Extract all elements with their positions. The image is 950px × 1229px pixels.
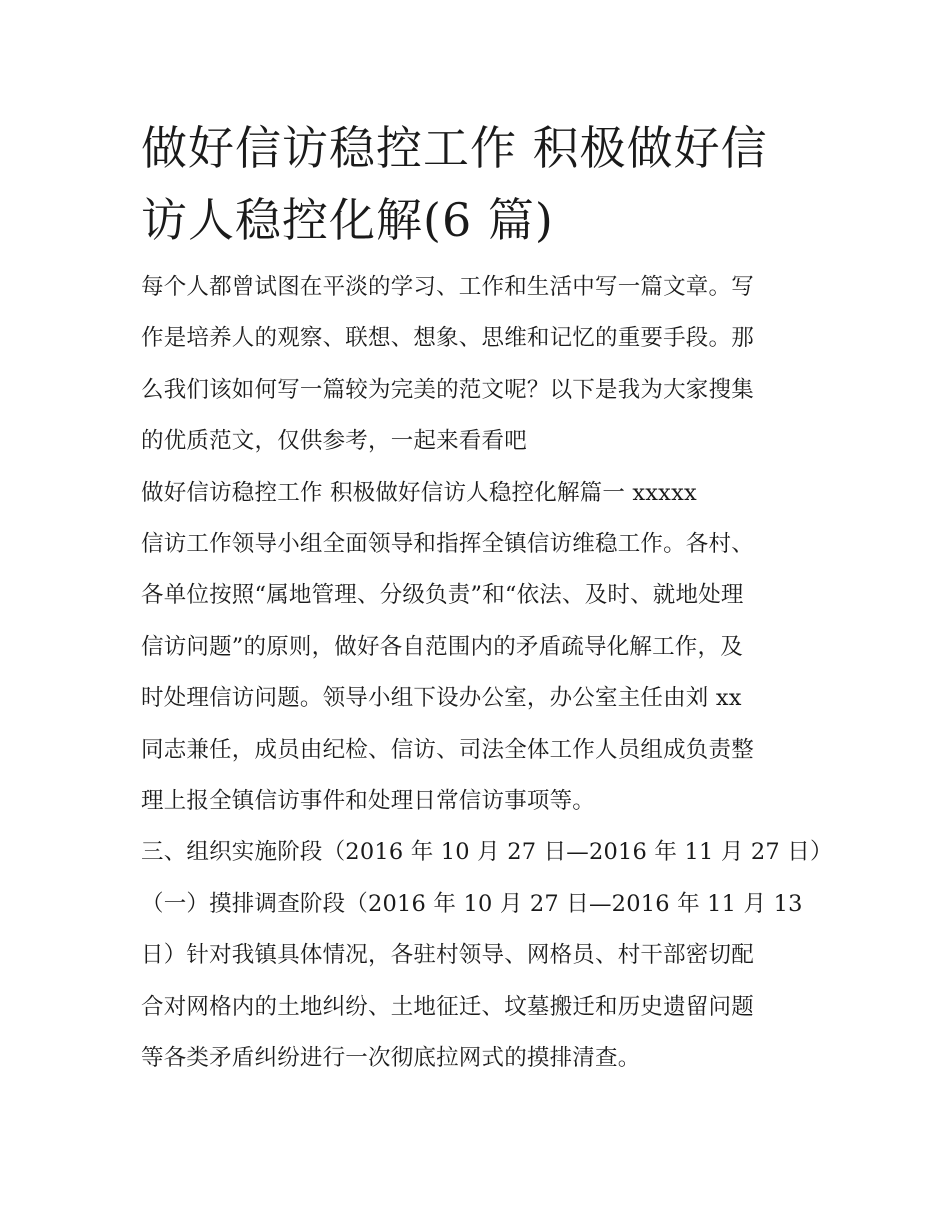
body-line-3: 信访问题”的原则，做好各自范围内的矛盾疏导化解工作，及 xyxy=(141,633,743,660)
subphase-line-4: 等各类矛盾纠纷进行一次彻底拉网式的摸排清查。 xyxy=(141,1045,641,1072)
document-title xyxy=(141,112,821,256)
title-line-2: 访人稳控化解(6 篇) xyxy=(141,193,554,247)
body-line-5: 同志兼任，成员由纪检、信访、司法全体工作人员组成负责整 xyxy=(141,736,754,763)
body-line-4: 时处理信访问题。领导小组下设办公室，办公室主任由刘 xx xyxy=(141,685,742,712)
phase-heading: 三、组织实施阶段（2016 年 10 月 27 日—2016 年 11 月 27 日） xyxy=(141,839,833,866)
body-line-2: 各单位按照“属地管理、分级负责”和“依法、及时、就地处理 xyxy=(141,582,744,609)
section-heading: 做好信访稳控工作 积极做好信访人稳控化解篇一 xxxxx xyxy=(141,479,697,506)
subphase-line-1: （一）摸排调查阶段（2016 年 10 月 27 日—2016 年 11 月 13 xyxy=(141,890,803,917)
subphase-line-3: 合对网格内的土地纠纷、土地征迁、坟墓搬迁和历史遗留问题 xyxy=(141,993,754,1020)
subphase-line-2: 日）针对我镇具体情况，各驻村领导、网格员、村干部密切配 xyxy=(141,942,754,969)
body-line-1: 信访工作领导小组全面领导和指挥全镇信访维稳工作。各村、 xyxy=(141,531,754,558)
intro-line-2: 作是培养人的观察、联想、想象、思维和记忆的重要手段。那 xyxy=(141,325,754,352)
intro-line-1: 每个人都曾试图在平淡的学习、工作和生活中写一篇文章。写 xyxy=(141,274,754,300)
title-line-1: 做好信访稳控工作 积极做好信 xyxy=(141,121,768,175)
document-body xyxy=(141,262,833,1085)
document-content xyxy=(141,112,833,1085)
intro-line-4: 的优质范文，仅供参考，一起来看看吧 xyxy=(141,428,527,455)
body-line-6: 理上报全镇信访事件和处理日常信访事项等。 xyxy=(141,788,596,815)
intro-line-3: 么我们该如何写一篇较为完美的范文呢？以下是我为大家搜集 xyxy=(141,376,754,403)
